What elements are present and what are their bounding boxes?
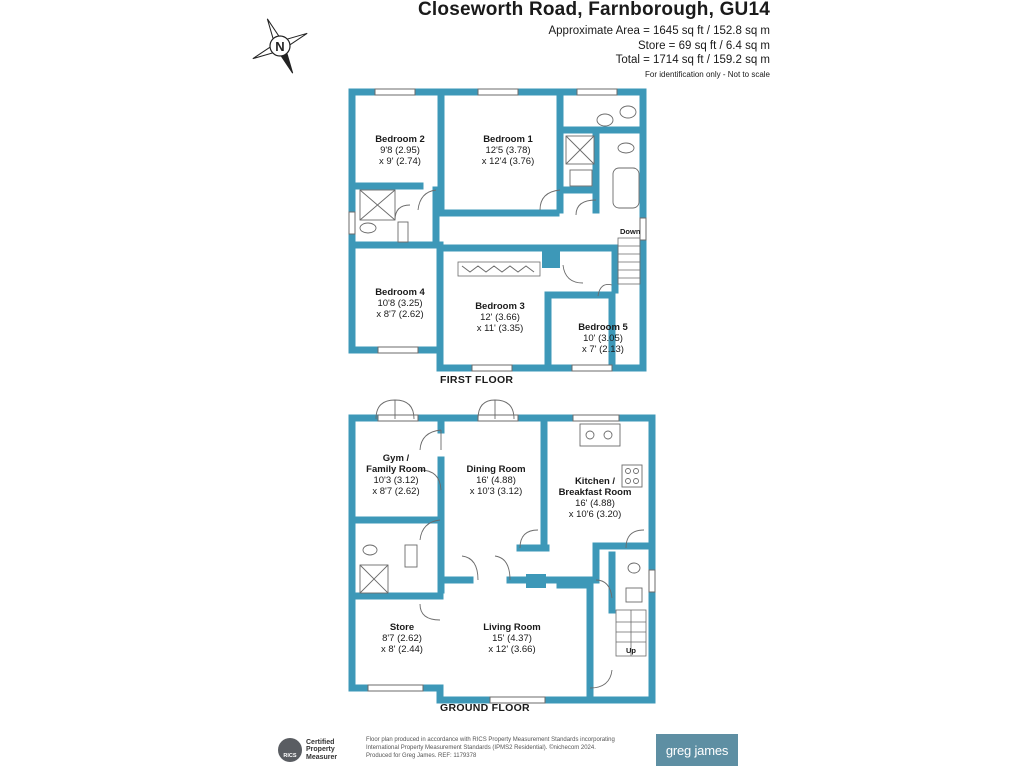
scale-note: For identification only - Not to scale xyxy=(645,69,770,79)
compass-letter: N xyxy=(275,39,285,54)
bedroom-5-label: Bedroom 5 10' (3.05) x 7' (2.13) xyxy=(578,322,628,355)
measurement-disclaimer: Floor plan produced in accordance with RICS Property Measurement Standards incorporating International Property Measurement Standards (IPMS2 Residential). ©nichecom 2024. Produced for Greg James. REF: 1179378 xyxy=(366,737,615,759)
bedroom-4-label: Bedroom 4 10'8 (3.25) x 8'7 (2.62) xyxy=(375,287,425,320)
kitchen-breakfast-room-label: Kitchen / Breakfast Room 16' (4.88) x 10'6 (3.20) xyxy=(558,476,632,520)
ground-floor-label: GROUND FLOOR xyxy=(440,702,530,714)
property-title: Closeworth Road, Farnborough, GU14 xyxy=(418,0,770,20)
first-floor-label: FIRST FLOOR xyxy=(440,374,514,386)
stairs-down-label: Down xyxy=(620,227,641,236)
bedroom-1-label: Bedroom 1 12'5 (3.78) x 12'4 (3.76) xyxy=(481,134,535,167)
brand-logo: greg james xyxy=(656,734,738,766)
total-area: Total = 1714 sq ft / 159.2 sq m xyxy=(615,54,770,66)
store-area: Store = 69 sq ft / 6.4 sq m xyxy=(638,39,770,52)
stairs-up-label: Up xyxy=(626,646,636,655)
rics-text: Certified Property Measurer xyxy=(306,738,338,761)
rics-badge-icon: RICS xyxy=(278,738,302,762)
approximate-area: Approximate Area = 1645 sq ft / 152.8 sq m xyxy=(548,25,770,37)
dining-room-label: Dining Room 16' (4.88) x 10'3 (3.12) xyxy=(466,464,526,497)
living-room-label: Living Room 15' (4.37) x 12' (3.66) xyxy=(483,622,541,655)
rics-certified-logo xyxy=(278,735,360,765)
store-label: Store 8'7 (2.62) x 8' (2.44) xyxy=(381,622,423,655)
bedroom-2-label: Bedroom 2 9'8 (2.95) x 9' (2.74) xyxy=(375,134,425,167)
gym-family-room-label: Gym / Family Room 10'3 (3.12) x 8'7 (2.62) xyxy=(366,453,426,497)
bedroom-3-label: Bedroom 3 12' (3.66) x 11' (3.35) xyxy=(475,301,525,334)
